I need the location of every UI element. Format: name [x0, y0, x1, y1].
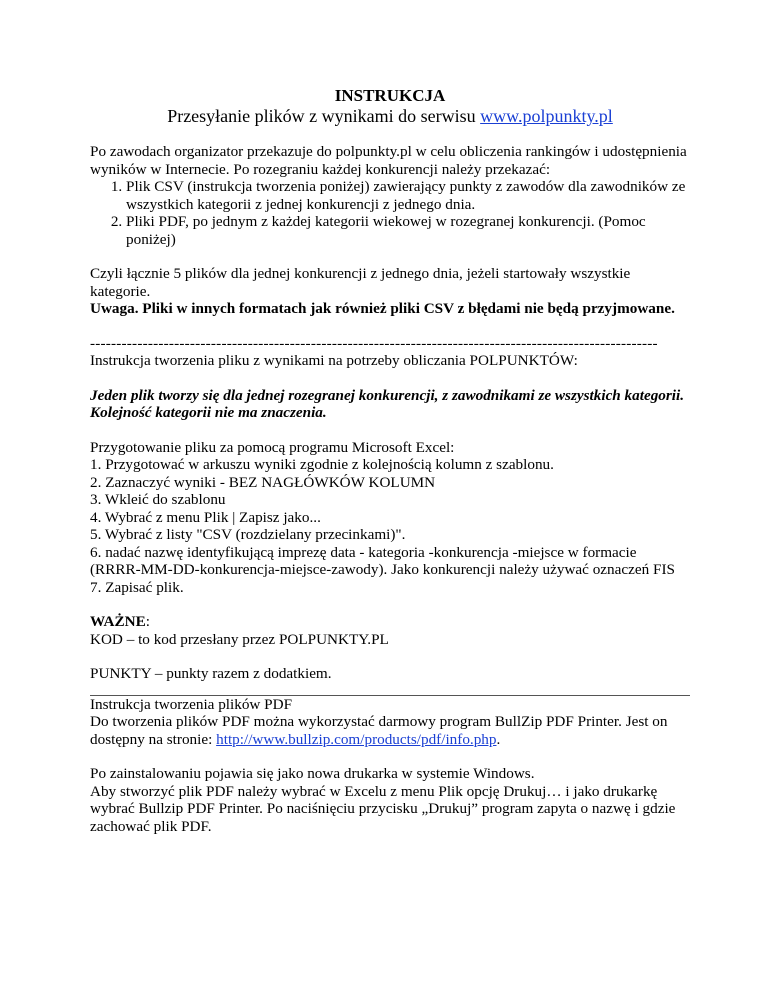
pdf-text [90, 713, 690, 748]
polpunkty-link[interactable]: www.polpunkty.pl [480, 106, 613, 126]
step-item: 1. Przygotować w arkuszu wyniki zgodnie z kolejnością kolumn z szablonu. [90, 456, 554, 473]
step-item: 4. Wybrać z menu Plik | Zapisz jako... [90, 508, 321, 526]
how-to-text: Aby stworzyć plik PDF należy wybrać w Excelu z menu Plik opcję Drukuj… i jako drukarkę wybrać Bullzip PDF Printer. Po naciśnięciu przycisku „Drukuj” program zapyta o nazwę i gdzie zachować plik PDF. [90, 782, 676, 835]
document-subtitle [90, 106, 690, 126]
list-item: 1. Plik CSV (instrukcja tworzenia poniżej) zawierający punkty z zawodów dla zawodników ze wszystkich kategorii z jednej konkurencji z jednego dnia. [126, 178, 690, 213]
important-colon: : [145, 613, 150, 630]
important-label [90, 613, 690, 631]
intro-list [90, 178, 690, 248]
step-item: 5. Wybrać z listy "CSV (rozdzielany przecinkami)". [90, 526, 406, 543]
step-item: 6. nadać nazwę identyfikującą imprezę data - kategoria -konkurencja -miejsce w formacie (RRRR-MM-DD-konkurencja-miejsce-zawody). Jako konkurencji należy używać oznaczeń FIS [90, 543, 675, 578]
dash-separator: ------------------------------------------------------------------------------------------------------------ [90, 334, 658, 352]
csv-heading: Instrukcja tworzenia pliku z wynikami na potrzeby obliczania POLPUNKTÓW: [90, 352, 578, 369]
intro-paragraph: Po zawodach organizator przekazuje do polpunkty.pl w celu obliczenia rankingów i udostępnienia wyników w Internecie. Po rozegraniu każdej konkurencji należy przekazać: [90, 143, 687, 178]
summary-text: Czyli łącznie 5 plików dla jednej konkurencji z jednego dnia, jeżeli startowały wszystkie kategorie. [90, 265, 631, 300]
pdf-text-prefix: Do tworzenia plików PDF można wykorzystać darmowy program BullZip PDF Printer. Jest on dostępny na stronie: [90, 713, 668, 748]
csv-emphasis: Jeden plik tworzy się dla jednej rozegranej konkurencji, z zawodnikami ze wszystkich kategorii. Kolejność kategorii nie ma znaczenia. [90, 386, 685, 421]
warning-text: Uwaga. Pliki w innych formatach jak również pliki CSV z błędami nie będą przyjmowane. [90, 300, 675, 317]
subtitle-text: Przesyłanie plików z wynikami do serwisu [167, 106, 481, 126]
steps-intro: Przygotowanie pliku za pomocą programu Microsoft Excel: [90, 438, 455, 456]
step-item: 2. Zaznaczyć wyniki - BEZ NAGŁÓWKÓW KOLUMN [90, 473, 436, 491]
list-item: 2. Pliki PDF, po jednym z każdej kategorii wiekowej w rozegranej konkurencji. (Pomoc poniżej) [126, 213, 690, 248]
document-page [90, 86, 690, 835]
after-install-text: Po zainstalowaniu pojawia się jako nowa drukarka w systemie Windows. [90, 765, 535, 782]
punkty-definition: PUNKTY – punkty razem z dodatkiem. [90, 665, 332, 682]
pdf-heading: Instrukcja tworzenia plików PDF [90, 695, 293, 713]
bullzip-link[interactable]: http://www.bullzip.com/products/pdf/info.php [216, 730, 497, 748]
important-word: WAŻNE [90, 613, 146, 630]
step-item: 3. Wkleić do szablonu [90, 491, 226, 508]
document-title: INSTRUKCJA [334, 86, 446, 105]
pdf-text-suffix: . [496, 730, 501, 748]
title-block [90, 86, 690, 126]
step-item: 7. Zapisać plik. [90, 578, 184, 596]
kod-definition: KOD – to kod przesłany przez POLPUNKTY.PL [90, 630, 389, 648]
